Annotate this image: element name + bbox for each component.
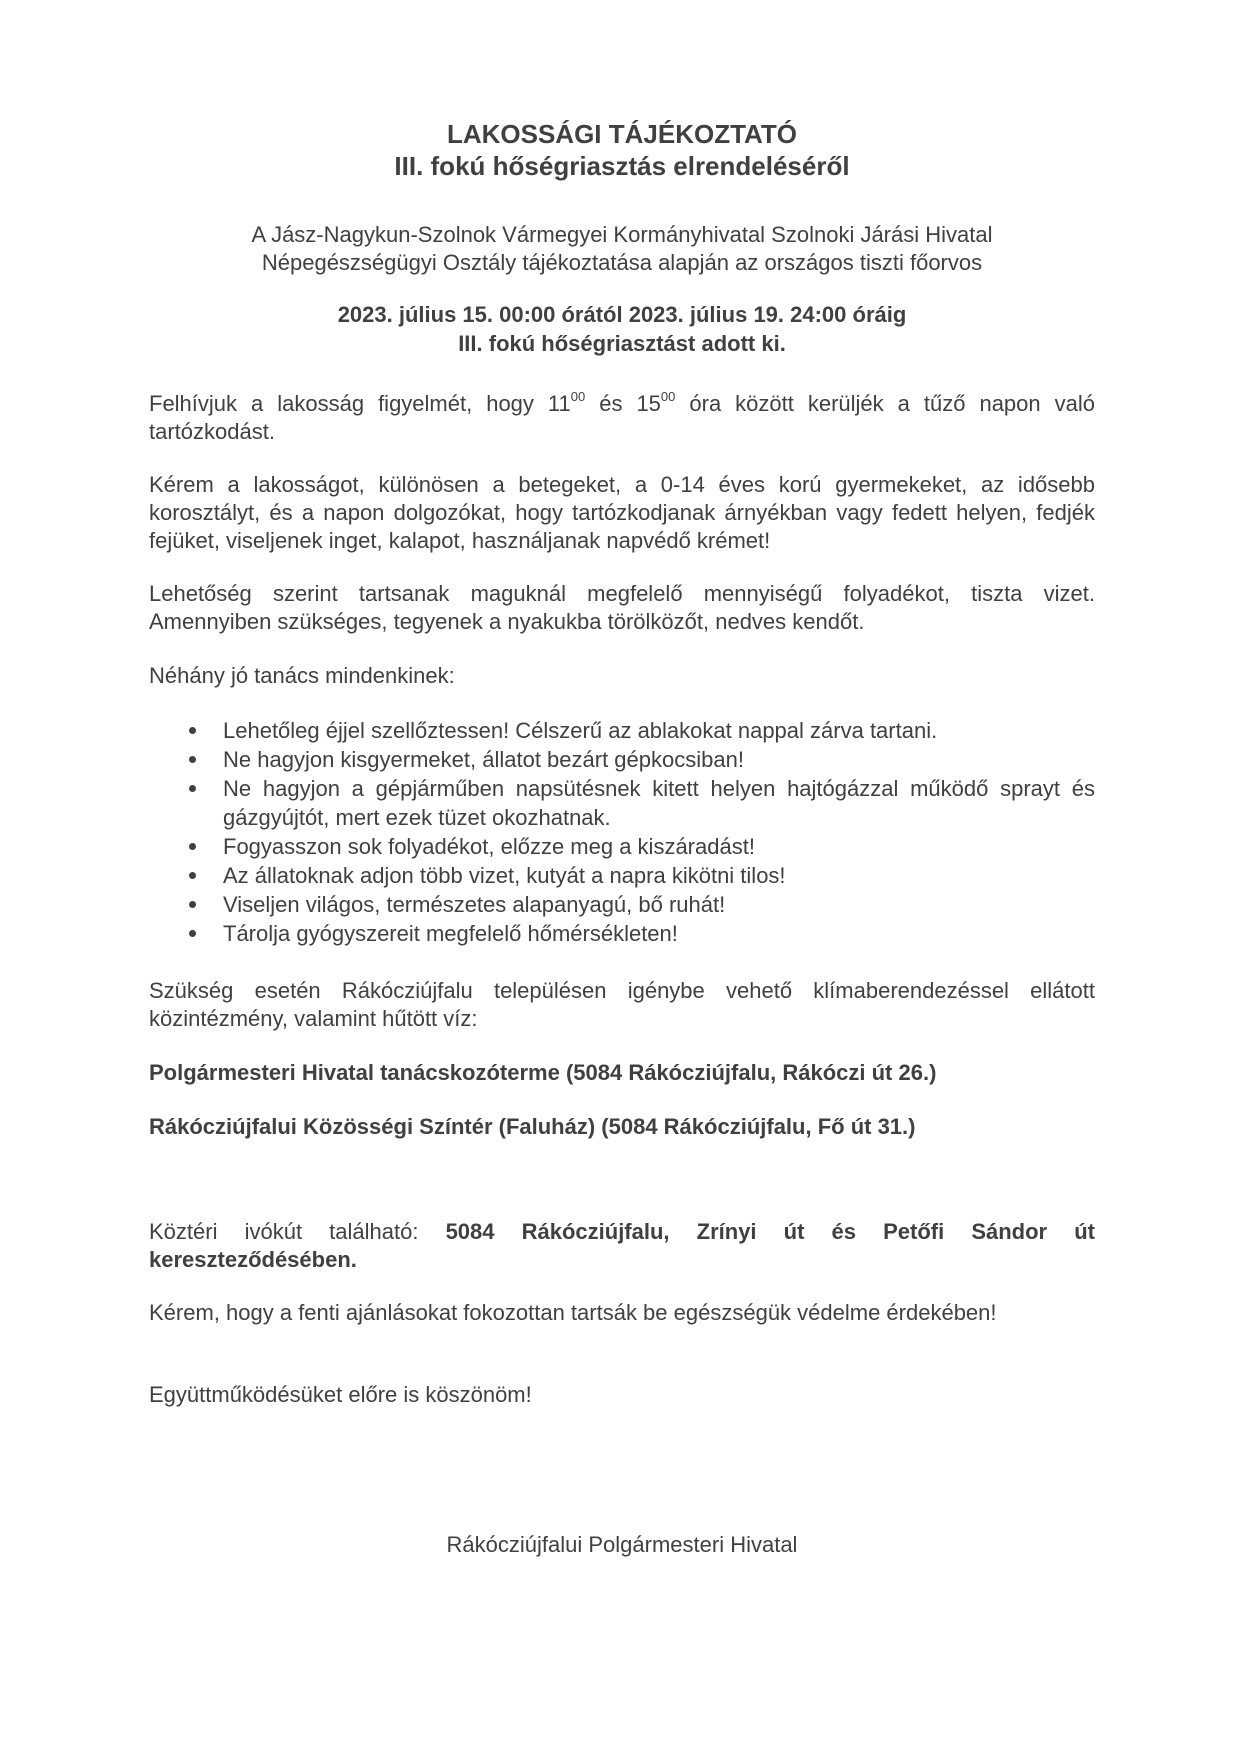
- title-line-1: LAKOSSÁGI TÁJÉKOZTATÓ: [446, 119, 798, 149]
- bullet-icon: [189, 901, 196, 908]
- signature: Rákócziújfalui Polgármesteri Hivatal: [446, 1532, 798, 1557]
- list-item-text: Ne hagyjon a gépjárműben napsütésnek kitett helyen hajtógázzal működő sprayt és gázgyújtót, mert ezek tüzet okozhatnak.: [223, 776, 1095, 830]
- location-1-text: Polgármesteri Hivatal tanácskozóterme (5084 Rákócziújfalu, Rákóczi út 26.): [149, 1060, 937, 1085]
- paragraph-thanks: [149, 1381, 1095, 1409]
- list-item-text: Viseljen világos, természetes alapanyagú, bő ruhát!: [223, 892, 726, 917]
- advice-heading-text: Néhány jó tanács mindenkinek:: [149, 663, 455, 688]
- list-item: [149, 832, 1095, 861]
- para2-text: Kérem a lakosságot, különösen a betegeket, a 0-14 éves korú gyermekeket, az idősebb korosztályt, és a napon dolgozókat, hogy tartózkodjanak árnyékban vagy fedett helyen, fedjék fejüket, viseljenek inget, kalapot, használjanak napvédő krémet!: [149, 472, 1095, 553]
- paragraph-request: [149, 1299, 1095, 1327]
- para1-sup-2: 00: [660, 388, 676, 404]
- bullet-icon: [189, 756, 196, 763]
- title-line-2: III. fokú hőségriasztás elrendeléséről: [394, 151, 850, 181]
- list-item-text: Ne hagyjon kisgyermeket, állatot bezárt gépkocsiban!: [223, 747, 744, 772]
- para4-text: Szükség esetén Rákócziújfalu településen igénybe vehető klímaberendezéssel ellátott közintézmény, valamint hűtött víz:: [149, 978, 1095, 1031]
- list-item: [149, 890, 1095, 919]
- document-title: [149, 118, 1095, 182]
- list-item: [149, 861, 1095, 890]
- para1-text-1: Felhívjuk a lakosság figyelmét, hogy 11: [149, 391, 571, 416]
- list-item-text: Tárolja gyógyszereit megfelelő hőmérsékleten!: [223, 921, 678, 946]
- advice-list: [149, 716, 1095, 948]
- list-item: [149, 919, 1095, 948]
- intro-line-2: Népegészségügyi Osztály tájékoztatása alapján az országos tiszti főorvos: [261, 250, 983, 275]
- advice-heading: [149, 662, 1095, 690]
- para1-sup-1: 00: [570, 388, 586, 404]
- paragraph-fluids: [149, 580, 1095, 636]
- list-item: [149, 716, 1095, 745]
- paragraph-vulnerable-groups: [149, 471, 1095, 555]
- list-item: [149, 745, 1095, 774]
- fountain-address: 5084 Rákócziújfalu, Zrínyi út és Petőfi Sándor út kereszteződésében.: [149, 1219, 1095, 1272]
- para6-text: Együttműködésüket előre is köszönöm!: [149, 1382, 532, 1407]
- bullet-icon: [189, 843, 196, 850]
- para1-text-3: óra között kerüljék a tűző napon való tartózkodást.: [149, 391, 1095, 444]
- alert-period: [149, 300, 1095, 358]
- para1-text-2: és 15: [585, 391, 661, 416]
- alert-period-line-1: 2023. július 15. 00:00 órától 2023. július 19. 24:00 óráig: [337, 302, 907, 327]
- bullet-icon: [189, 785, 196, 792]
- bullet-icon: [189, 930, 196, 937]
- location-1: [149, 1059, 1095, 1087]
- paragraph-sun-hours: [149, 390, 1095, 446]
- list-item-text: Fogyasszon sok folyadékot, előzze meg a kiszáradást!: [223, 834, 755, 859]
- alert-period-line-2: III. fokú hőségriasztást adott ki.: [458, 331, 786, 356]
- location-2-text: Rákócziújfalui Közösségi Színtér (Faluház) (5084 Rákócziújfalu, Fő út 31.): [149, 1114, 916, 1139]
- para5-text: Kérem, hogy a fenti ajánlásokat fokozottan tartsák be egészségük védelme érdekében!: [149, 1300, 997, 1325]
- bullet-icon: [189, 872, 196, 879]
- list-item-text: Az állatoknak adjon több vizet, kutyát a napra kikötni tilos!: [223, 863, 786, 888]
- location-2: [149, 1113, 1095, 1141]
- list-item: [149, 774, 1095, 832]
- bullet-icon: [189, 727, 196, 734]
- paragraph-fountain: [149, 1218, 1095, 1274]
- paragraph-cooling-places: [149, 977, 1095, 1033]
- intro-text: [149, 221, 1095, 277]
- fountain-label: Köztéri ivókút található:: [149, 1219, 446, 1244]
- list-item-text: Lehetőleg éjjel szellőztessen! Célszerű az ablakokat nappal zárva tartani.: [223, 718, 938, 743]
- para3-text: Lehetőség szerint tartsanak maguknál megfelelő mennyiségű folyadékot, tiszta vizet. Amennyiben szükséges, tegyenek a nyakukba törölközőt, nedves kendőt.: [149, 581, 1095, 634]
- intro-line-1: A Jász-Nagykun-Szolnok Vármegyei Kormányhivatal Szolnoki Járási Hivatal: [251, 222, 993, 247]
